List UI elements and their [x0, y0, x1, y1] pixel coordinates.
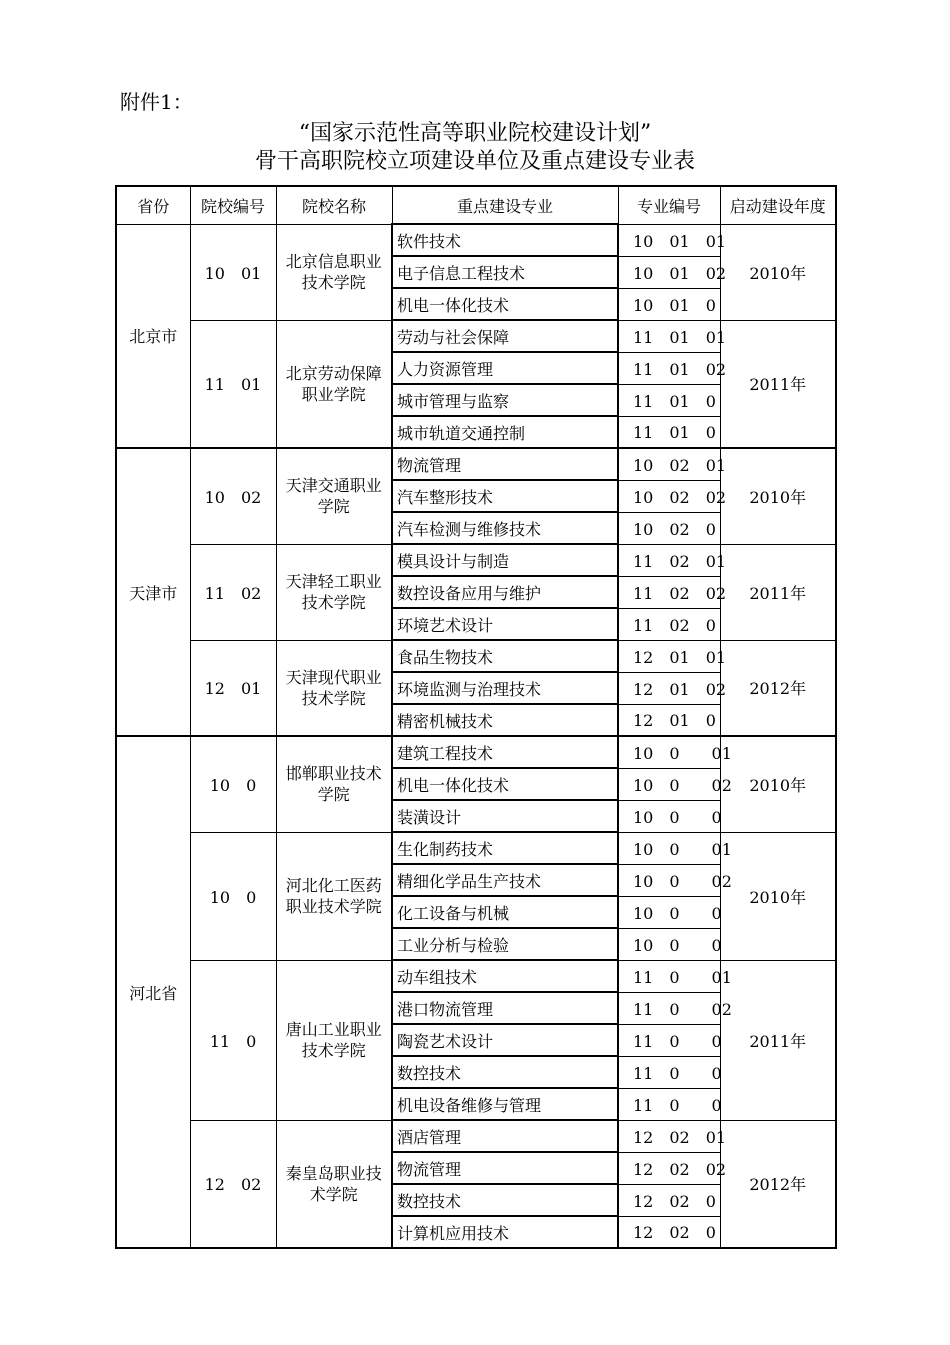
header-school-name: 院校名称 — [276, 186, 392, 224]
school-code-cell: 10 0 — [190, 832, 276, 960]
header-school-code: 院校编号 — [190, 186, 276, 224]
major-name-cell: 人力资源管理 — [392, 352, 618, 384]
major-code-cell: 11 0 0 — [618, 1056, 720, 1088]
major-name-cell: 工业分析与检验 — [392, 928, 618, 960]
major-name-cell: 陶瓷艺术设计 — [392, 1024, 618, 1056]
start-year-cell: 2011年 — [720, 320, 836, 448]
table-row — [116, 448, 836, 480]
start-year-cell: 2010年 — [720, 832, 836, 960]
start-year-cell: 2011年 — [720, 544, 836, 640]
table-row — [116, 736, 836, 768]
school-name-cell: 河北化工医药职业技术学院 — [276, 832, 392, 960]
major-code-cell: 10 01 02 — [618, 256, 720, 288]
header-row — [116, 186, 836, 224]
major-name-cell: 计算机应用技术 — [392, 1216, 618, 1248]
header-start-year: 启动建设年度 — [720, 186, 836, 224]
table-row — [116, 640, 836, 672]
major-name-cell: 动车组技术 — [392, 960, 618, 992]
major-name-cell: 装潢设计 — [392, 800, 618, 832]
table-body — [116, 224, 836, 1248]
major-code-cell: 11 02 02 — [618, 576, 720, 608]
table-row — [116, 320, 836, 352]
major-name-cell: 机电设备维修与管理 — [392, 1088, 618, 1120]
school-code-cell: 10 02 — [190, 448, 276, 544]
school-code-cell: 12 01 — [190, 640, 276, 736]
school-name-cell: 邯郸职业技术学院 — [276, 736, 392, 832]
start-year-cell: 2012年 — [720, 640, 836, 736]
header-major: 重点建设专业 — [392, 186, 618, 224]
header-province: 省份 — [116, 186, 190, 224]
province-cell: 河北省 — [116, 736, 190, 1248]
province-cell: 天津市 — [116, 448, 190, 736]
major-code-cell: 12 02 0 — [618, 1216, 720, 1248]
school-code-cell: 10 0 — [190, 736, 276, 832]
major-code-cell: 11 0 02 — [618, 992, 720, 1024]
school-name-cell: 北京劳动保障职业学院 — [276, 320, 392, 448]
major-code-cell: 11 01 02 — [618, 352, 720, 384]
major-name-cell: 机电一体化技术 — [392, 288, 618, 320]
school-code-cell: 10 01 — [190, 224, 276, 320]
major-name-cell: 电子信息工程技术 — [392, 256, 618, 288]
start-year-cell: 2011年 — [720, 960, 836, 1120]
major-name-cell: 物流管理 — [392, 448, 618, 480]
major-code-cell: 10 02 0 — [618, 512, 720, 544]
table-row — [116, 224, 836, 256]
major-code-cell: 10 0 02 — [618, 768, 720, 800]
table-row — [116, 832, 836, 864]
start-year-cell: 2010年 — [720, 224, 836, 320]
major-code-cell: 11 02 0 — [618, 608, 720, 640]
major-code-cell: 12 01 0 — [618, 704, 720, 736]
school-code-cell: 11 0 — [190, 960, 276, 1120]
major-code-cell: 10 0 0 — [618, 800, 720, 832]
major-code-cell: 10 0 02 — [618, 864, 720, 896]
attachment-label: 附件1： — [120, 90, 193, 114]
major-name-cell: 数控设备应用与维护 — [392, 576, 618, 608]
major-name-cell: 化工设备与机械 — [392, 896, 618, 928]
major-name-cell: 数控技术 — [392, 1056, 618, 1088]
table-row — [116, 960, 836, 992]
major-code-cell: 10 01 0 — [618, 288, 720, 320]
province-cell: 北京市 — [116, 224, 190, 448]
major-name-cell: 物流管理 — [392, 1152, 618, 1184]
majors-table — [115, 185, 837, 1249]
table-row — [116, 1120, 836, 1152]
major-code-cell: 12 02 02 — [618, 1152, 720, 1184]
major-name-cell: 软件技术 — [392, 224, 618, 256]
major-code-cell: 12 01 01 — [618, 640, 720, 672]
major-name-cell: 生化制药技术 — [392, 832, 618, 864]
school-name-cell: 北京信息职业技术学院 — [276, 224, 392, 320]
major-code-cell: 11 0 0 — [618, 1024, 720, 1056]
major-name-cell: 机电一体化技术 — [392, 768, 618, 800]
major-code-cell: 12 02 01 — [618, 1120, 720, 1152]
major-name-cell: 汽车检测与维修技术 — [392, 512, 618, 544]
start-year-cell: 2010年 — [720, 448, 836, 544]
school-name-cell: 天津轻工职业技术学院 — [276, 544, 392, 640]
major-code-cell: 12 01 02 — [618, 672, 720, 704]
school-name-cell: 天津现代职业技术学院 — [276, 640, 392, 736]
major-code-cell: 10 0 01 — [618, 736, 720, 768]
major-name-cell: 环境艺术设计 — [392, 608, 618, 640]
major-name-cell: 城市管理与监察 — [392, 384, 618, 416]
major-code-cell: 11 01 0 — [618, 384, 720, 416]
major-code-cell: 10 0 01 — [618, 832, 720, 864]
major-name-cell: 酒店管理 — [392, 1120, 618, 1152]
major-name-cell: 城市轨道交通控制 — [392, 416, 618, 448]
major-name-cell: 食品生物技术 — [392, 640, 618, 672]
major-code-cell: 12 02 0 — [618, 1184, 720, 1216]
major-code-cell: 11 01 01 — [618, 320, 720, 352]
major-name-cell: 数控技术 — [392, 1184, 618, 1216]
title-line-2: 骨干高职院校立项建设单位及重点建设专业表 — [254, 149, 695, 174]
major-code-cell: 10 0 0 — [618, 928, 720, 960]
start-year-cell: 2010年 — [720, 736, 836, 832]
table-row — [116, 544, 836, 576]
major-name-cell: 模具设计与制造 — [392, 544, 618, 576]
school-name-cell: 秦皇岛职业技术学院 — [276, 1120, 392, 1248]
major-code-cell: 10 0 0 — [618, 896, 720, 928]
school-name-cell: 唐山工业职业技术学院 — [276, 960, 392, 1120]
major-name-cell: 环境监测与治理技术 — [392, 672, 618, 704]
major-code-cell: 10 02 02 — [618, 480, 720, 512]
school-code-cell: 12 02 — [190, 1120, 276, 1248]
major-name-cell: 港口物流管理 — [392, 992, 618, 1024]
start-year-cell: 2012年 — [720, 1120, 836, 1248]
school-name-cell: 天津交通职业学院 — [276, 448, 392, 544]
major-name-cell: 劳动与社会保障 — [392, 320, 618, 352]
major-code-cell: 11 0 0 — [618, 1088, 720, 1120]
major-code-cell: 11 02 01 — [618, 544, 720, 576]
school-code-cell: 11 02 — [190, 544, 276, 640]
major-code-cell: 10 01 01 — [618, 224, 720, 256]
major-name-cell: 精细化学品生产技术 — [392, 864, 618, 896]
title-line-1: “国家示范性高等职业院校建设计划” — [298, 121, 652, 146]
major-code-cell: 11 0 01 — [618, 960, 720, 992]
school-code-cell: 11 01 — [190, 320, 276, 448]
major-name-cell: 精密机械技术 — [392, 704, 618, 736]
major-name-cell: 建筑工程技术 — [392, 736, 618, 768]
major-code-cell: 10 02 01 — [618, 448, 720, 480]
major-code-cell: 11 01 0 — [618, 416, 720, 448]
header-major-code: 专业编号 — [618, 186, 720, 224]
major-name-cell: 汽车整形技术 — [392, 480, 618, 512]
